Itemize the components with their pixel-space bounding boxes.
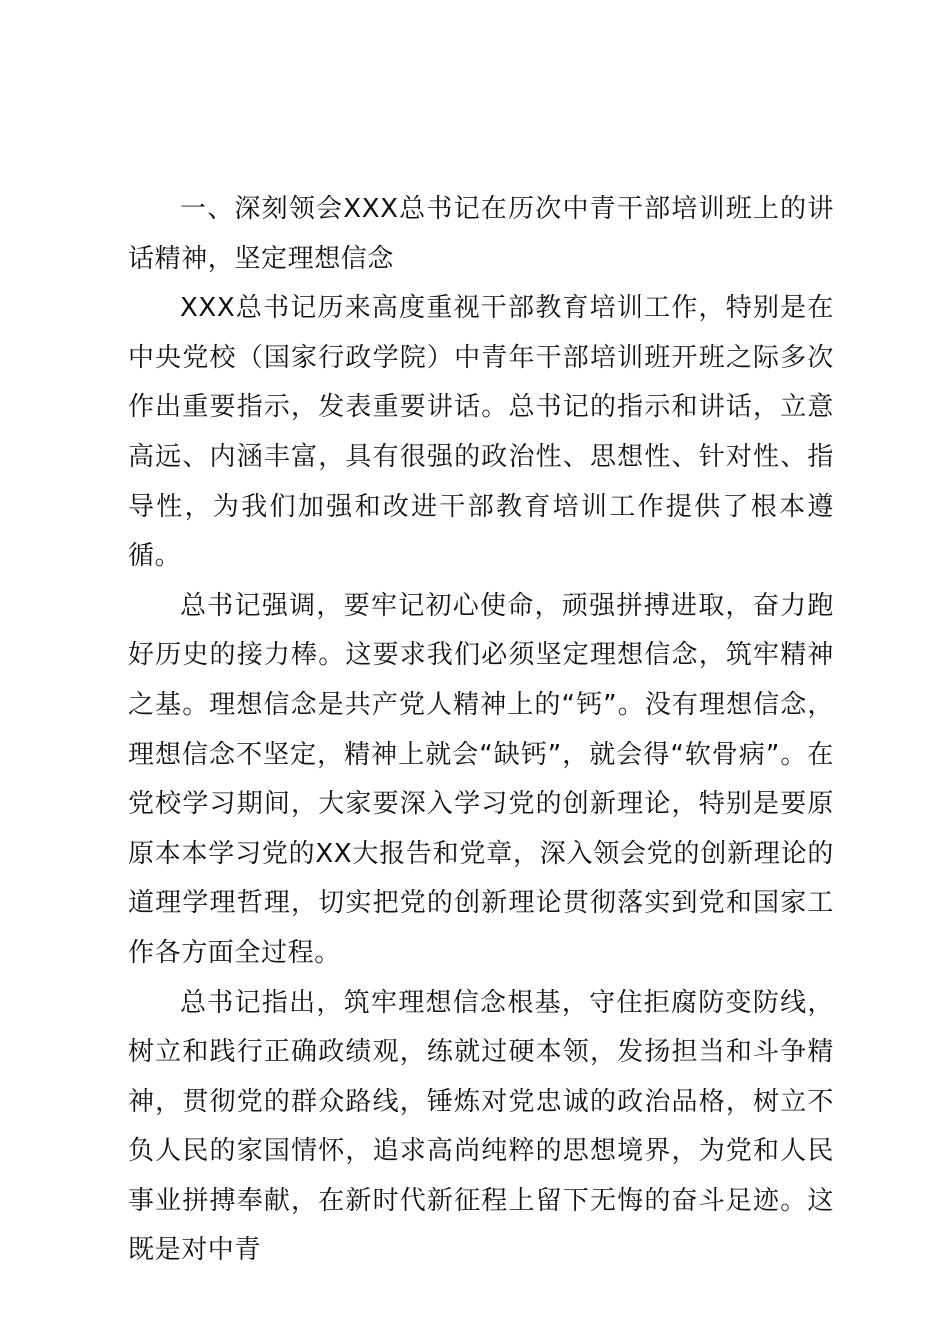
document-body	[128, 185, 834, 1276]
paragraph: XXX总书记历来高度重视干部教育培训工作，特别是在中央党校（国家行政学院）中青年干部培训班开班之际多次作出重要指示，发表重要讲话。总书记的指示和讲话，立意高远、内涵丰富，具有很强的政治性、思想性、针对性、指导性，为我们加强和改进干部教育培训工作提供了根本遵循。	[128, 293, 834, 572]
section-heading: 一、深刻领会XXX总书记在历次中青干部培训班上的讲话精神，坚定理想信念	[128, 194, 834, 274]
paragraph: 总书记强调，要牢记初心使命，顽强拼搏进取，奋力跑好历史的接力棒。这要求我们必须坚定理想信念，筑牢精神之基。理想信念是共产党人精神上的“钙”。没有理想信念，理想信念不坚定，精神上就会“缺钙”，就会得“软骨病”。在党校学习期间，大家要深入学习党的创新理论，特别是要原原本本学习党的XX大报告和党章，深入领会党的创新理论的道理学理哲理，切实把党的创新理论贯彻落实到党和国家工作各方面全过程。	[128, 590, 834, 968]
paragraph: 总书记指出，筑牢理想信念根基，守住拒腐防变防线，树立和践行正确政绩观，练就过硬本领，发扬担当和斗争精神，贯彻党的群众路线，锤炼对党忠诚的政治品格，树立不负人民的家国情怀，追求高尚纯粹的思想境界，为党和人民事业拼搏奉献，在新时代新征程上留下无悔的奋斗足迹。这既是对中青	[128, 987, 834, 1266]
